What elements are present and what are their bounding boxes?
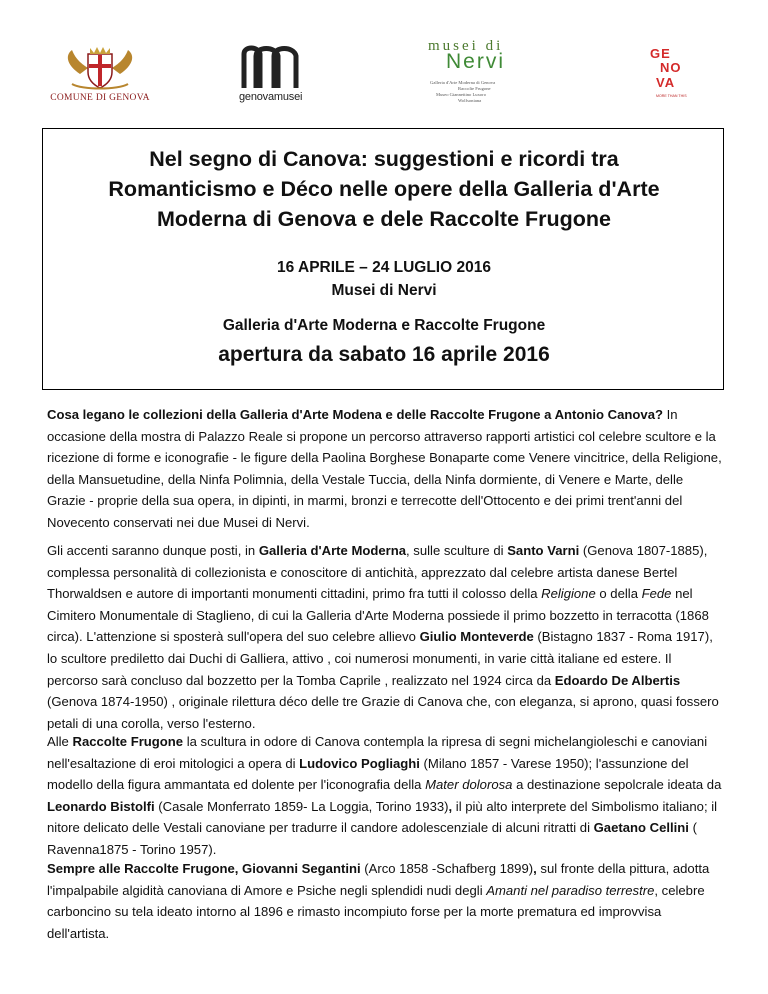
title-line: Nel segno di Canova: suggestioni e ricordi tra [149, 147, 619, 171]
exhibition-title [43, 144, 725, 234]
paragraph-intro [47, 404, 723, 534]
nervi-logo-line: Galleria d'Arte Moderna di Genova [430, 80, 496, 85]
bold-name: Santo Varni [507, 543, 580, 558]
italic-title: Religione [541, 586, 596, 602]
paragraph-text: (Genova 1874-1950) , originale rilettura déco delle tre Grazie di Canova che, con eleganza, si aprono, quasi fossero petali di una corolla, verso l'esterno. [47, 694, 719, 731]
paragraph-text: (Arco 1858 -Schafberg 1899) [360, 861, 534, 876]
comune-caption: COMUNE DI GENOVA [50, 93, 150, 103]
genovamusei-m-icon [238, 44, 322, 90]
paragraph-text: (Bistagno 1837 - Roma 1917), lo scultore prediletto dai Duchi di Galliera, attivo , coi numerosi monumenti, in varie città italiane ed estere. Il percorso sarà concluso dal bozzetto per la Tomba Caprile , realizzato nel 1924 circa da [47, 629, 713, 688]
paragraph-text: a destinazione sepolcrale ideata da [512, 777, 722, 793]
paragraph-text: o della [595, 586, 642, 602]
nervi-logo-word1: musei di [428, 38, 504, 54]
nervi-logo-line: Wolfsoniana [458, 98, 482, 103]
genova-crest-icon [50, 44, 150, 92]
title-line: Moderna di Genova e dele Raccolte Frugone [157, 207, 611, 231]
paragraph-text: (Casale Monferrato 1859- La Loggia, Torino 1933) [154, 798, 449, 814]
bold-name: Raccolte Frugone [72, 734, 184, 749]
bold-name: Edoardo De Albertis [554, 672, 681, 688]
paragraph-text: In occasione della mostra di Palazzo Reale si propone un percorso attraverso rapporti artistici col celebre scultore e la ricezione di forme e iconografie - le figure della Paolina Borghese Bonaparte come Venere vincitrice, della Religione, della Mansuetudine, della Ninfa Polimnia, della Vestale Tuccia, della Ninfa dormiente, di Venere e Marte, delle Grazie - proprie della sua opera, in dipinti, in marmi, bronzi e terrecotte dell'Ottocento e dei primi trent'anni del Novecento conservati nei due Musei di Nervi. [47, 407, 722, 530]
italic-title: Amanti nel paradiso terrestre [486, 882, 655, 898]
bold-name: Leonardo Bistolfi [47, 798, 155, 814]
paragraph-text: , sulle sculture di [406, 543, 508, 558]
paragraph-text: (Genova 1807-1885), complessa personalità di collezionista e conoscitore di antichità, apprezzato dal celebre artista danese Bertel Thorwaldsen e autore di importanti monumenti cittadini, primo fra tutti il colosso della [47, 543, 708, 602]
bold-name: Ludovico Pogliaghi [299, 755, 420, 771]
nervi-logo-line: Raccolte Frugone [458, 86, 491, 91]
paragraph-text: la scultura in odore di Canova contempla la ripresa di segni michelangioleschi e canoviani nell'esaltazione di eroi mitologici a opera di [47, 734, 708, 771]
italic-title: Fede [641, 586, 672, 602]
paragraph-text: il più alto interprete del Simbolismo italiano; il nitore delicato delle Vestali canoviane per tradurre il candore adolescenziale di alcuni ritratti di [47, 798, 718, 836]
nervi-logo-line: Museo Giannettino Luxoro [436, 92, 487, 97]
genova-brand-l1: GE [650, 46, 671, 61]
paragraph-text: Alle [47, 734, 73, 749]
paragraph-galleria [47, 540, 723, 734]
exhibition-dates: 16 APRILE – 24 LUGLIO 2016 [277, 259, 491, 276]
genova-brand-l3: VA [656, 75, 676, 90]
paragraph-text: nel Cimitero Monumentale di Staglieno, di cui la Galleria d'Arte Moderna possiede il primo bozzetto in terracotta (1868 circa). L'attenzione si sposterà sull'opera del suo celebre allievo [47, 586, 709, 645]
intro-question: Cosa legano le collezioni della Galleria d'Arte Modena e delle Raccolte Frugone a Antonio Canova? [47, 407, 663, 422]
bold-name: Sempre alle Raccolte Frugone, Giovanni Segantini [47, 861, 361, 876]
paragraph-text: , celebre carboncino su tela ideato intorno al 1896 e rimasto incompiuto forse per la morte prematura ed improvvisa dell'artista. [47, 882, 705, 941]
bold-punct: , [533, 861, 537, 876]
genova-brand-logo [648, 46, 700, 102]
italic-title: Mater dolorosa [425, 777, 513, 793]
opening-date: apertura da sabato 16 aprile 2016 [218, 343, 550, 366]
genova-brand-tagline: MORE THAN THIS [656, 94, 687, 98]
bold-punct: , [448, 798, 453, 814]
genova-brand-l2: NO [660, 60, 682, 75]
paragraph-frugone [47, 731, 723, 861]
bold-name: Giulio Monteverde [419, 629, 534, 645]
genovamusei-caption: genovamusei [239, 91, 303, 103]
exhibition-venue: Musei di Nervi [331, 282, 437, 299]
title-box [42, 128, 724, 390]
paragraph-segantini [47, 858, 723, 944]
comune-di-genova-logo [50, 44, 150, 106]
paragraph-text: Gli accenti saranno dunque posti, in [47, 543, 259, 558]
bold-name: Gaetano Cellini [593, 820, 689, 836]
bold-name: Galleria d'Arte Moderna [258, 543, 407, 558]
nervi-logo-word2: Nervi [446, 50, 506, 73]
title-line: Romanticismo e Déco nelle opere della Galleria d'Arte [108, 177, 660, 201]
paragraph-text: ( Ravenna1875 - Torino 1957). [47, 820, 697, 857]
exhibition-galleries: Galleria d'Arte Moderna e Raccolte Frugone [222, 317, 546, 334]
musei-di-nervi-logo [402, 38, 532, 108]
paragraph-text: (Milano 1857 - Varese 1950); l'assunzione del modello della figura ammantata ed dolente per l'iconografia della [47, 755, 689, 793]
genovamusei-logo [238, 44, 322, 106]
paragraph-text: sul fronte della pittura, adotta l'impalpabile algidità canoviana di Amore e Psiche negli splendidi nudi degli [47, 861, 710, 898]
